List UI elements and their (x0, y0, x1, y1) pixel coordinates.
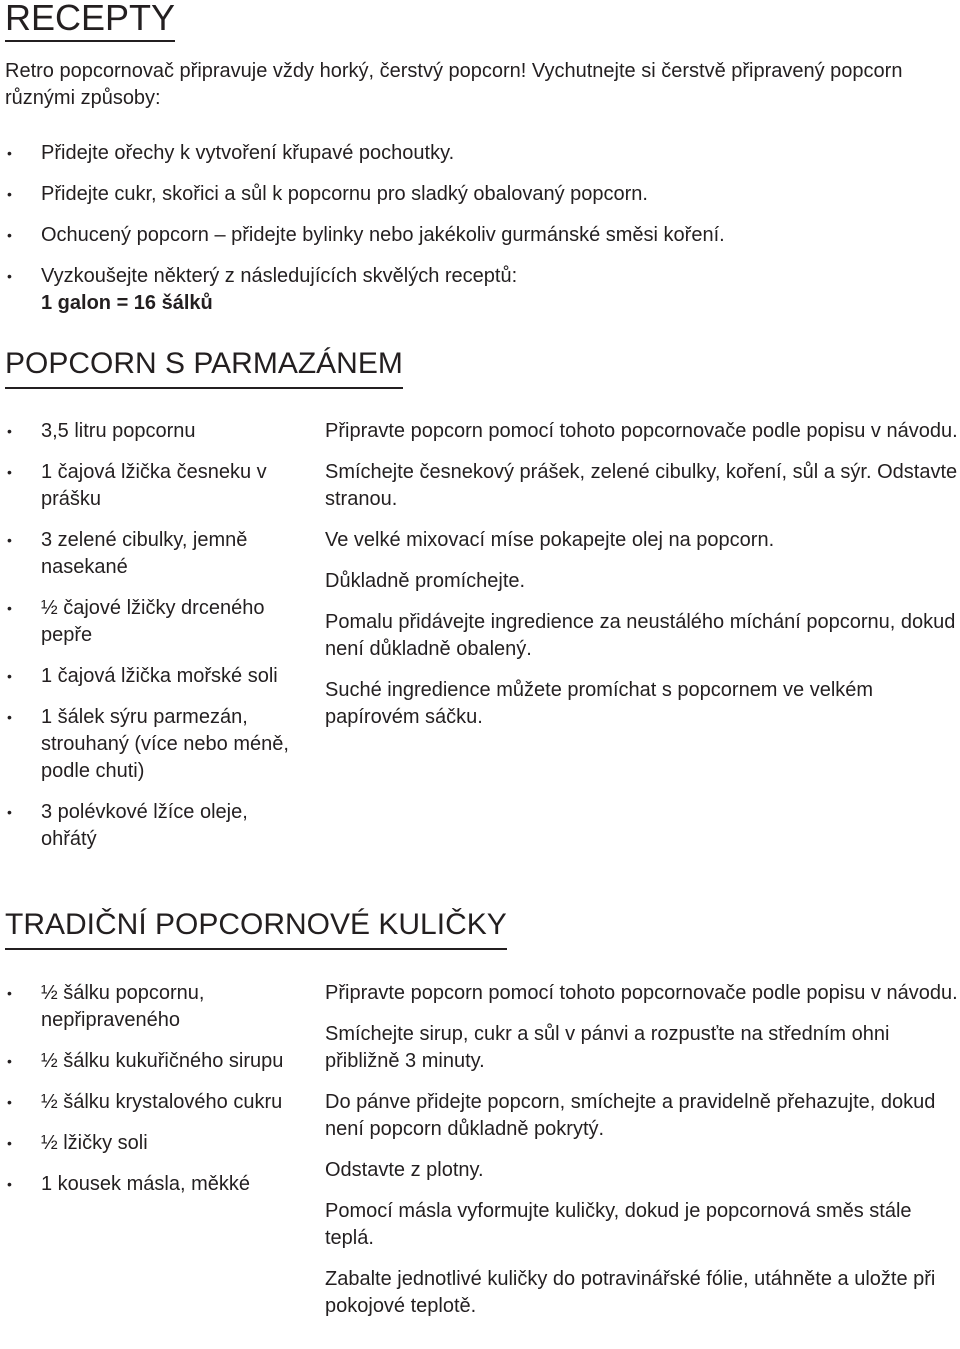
ingredient-text: ½ šálku popcornu, nepřipraveného (41, 982, 205, 1031)
ingredient-item (5, 1048, 305, 1075)
steps-popcorn-balls (325, 980, 960, 1320)
bullet: • (7, 464, 12, 480)
bullet: • (7, 145, 12, 161)
list-item (5, 263, 950, 317)
ingredient-text: 3 zelené cibulky, jemně nasekané (41, 529, 248, 578)
ingredient-item (5, 1089, 305, 1116)
ingredient-item (5, 418, 305, 445)
bullet: • (7, 532, 12, 548)
step-text: Do pánve přidejte popcorn, smíchejte a pravidelně přehazujte, dokud není popcorn důkladně pokrytý. (325, 1091, 936, 1140)
tip-text: Ochucený popcorn – přidejte bylinky nebo jakékoliv gurmánské směsi koření. (41, 224, 725, 246)
conversion-note: 1 galon = 16 šálků (41, 292, 213, 314)
tip-text: Přidejte ořechy k vytvoření křupavé pochoutky. (41, 142, 455, 164)
step-text: Připravte popcorn pomocí tohoto popcornovače podle popisu v návodu. (325, 982, 958, 1004)
step-text: Připravte popcorn pomocí tohoto popcornovače podle popisu v návodu. (325, 420, 958, 442)
bullet: • (7, 1053, 12, 1069)
list-item (5, 181, 950, 208)
ingredient-text: 3 polévkové lžíce oleje, ohřátý (41, 801, 248, 850)
bullet: • (7, 804, 12, 820)
ingredient-item (5, 1171, 305, 1198)
bullet: • (7, 600, 12, 616)
step-text: Pomalu přidávejte ingredience za neustálého míchání popcornu, dokud není důkladně obalený. (325, 611, 956, 660)
tip-text: Vyzkoušejte některý z následujících skvělých receptů: (41, 265, 518, 287)
bullet: • (7, 668, 12, 684)
bullet: • (7, 985, 12, 1001)
ingredient-item (5, 595, 305, 649)
bullet: • (7, 709, 12, 725)
recipe-title-popcorn-balls: TRADIČNÍ POPCORNOVÉ KULIČKY (5, 910, 507, 950)
tips-list (5, 140, 950, 317)
list-item (5, 140, 950, 167)
ingredient-text: 1 čajová lžička česneku v prášku (41, 461, 267, 510)
step-text: Důkladně promíchejte. (325, 570, 526, 592)
ingredient-item (5, 980, 305, 1034)
bullet: • (7, 268, 12, 284)
ingredient-text: ½ čajové lžičky drceného pepře (41, 597, 265, 646)
ingredient-text: 3,5 litru popcornu (41, 420, 196, 442)
ingredient-item (5, 459, 305, 513)
step-text: Smíchejte sirup, cukr a sůl v pánvi a rozpusťte na středním ohni přibližně 3 minuty. (325, 1023, 890, 1072)
step-text: Ve velké mixovací míse pokapejte olej na popcorn. (325, 529, 775, 551)
bullet: • (7, 423, 12, 439)
ingredient-text: 1 šálek sýru parmezán, strouhaný (více nebo méně, podle chuti) (41, 706, 289, 782)
step-text: Pomocí másla vyformujte kuličky, dokud je popcornová směs stále teplá. (325, 1200, 912, 1249)
ingredient-item (5, 663, 305, 690)
step-text: Suché ingredience můžete promíchat s popcornem ve velkém papírovém sáčku. (325, 679, 874, 728)
bullet: • (7, 1135, 12, 1151)
bullet: • (7, 227, 12, 243)
page-title: RECEPTY (5, 0, 175, 42)
ingredients-list-popcorn-balls (5, 980, 305, 1198)
tip-text: Přidejte cukr, skořici a sůl k popcornu pro sladký obalovaný popcorn. (41, 183, 648, 205)
ingredient-text: ½ lžičky soli (41, 1132, 148, 1154)
ingredient-item (5, 527, 305, 581)
recipe-title-parmesan: POPCORN S PARMAZÁNEM (5, 349, 403, 389)
list-item (5, 222, 950, 249)
ingredient-text: 1 kousek másla, měkké (41, 1173, 250, 1195)
bullet: • (7, 1176, 12, 1192)
step-text: Smíchejte česnekový prášek, zelené cibulky, koření, sůl a sýr. Odstavte stranou. (325, 461, 958, 510)
step-text: Odstavte z plotny. (325, 1159, 484, 1181)
ingredient-item (5, 1130, 305, 1157)
ingredients-list-parmesan (5, 418, 305, 853)
ingredient-text: ½ šálku krystalového cukru (41, 1091, 283, 1113)
ingredient-text: 1 čajová lžička mořské soli (41, 665, 278, 687)
ingredient-item (5, 704, 305, 785)
steps-parmesan (325, 418, 960, 731)
ingredient-item (5, 799, 305, 853)
ingredient-text: ½ šálku kukuřičného sirupu (41, 1050, 284, 1072)
step-text: Zabalte jednotlivé kuličky do potravinářské fólie, utáhněte a uložte při pokojové teplotě. (325, 1268, 936, 1317)
bullet: • (7, 1094, 12, 1110)
bullet: • (7, 186, 12, 202)
intro-paragraph: Retro popcornovač připravuje vždy horký, čerstvý popcorn! Vychutnejte si čerstvě připravený popcorn různými způsoby: (5, 60, 903, 109)
